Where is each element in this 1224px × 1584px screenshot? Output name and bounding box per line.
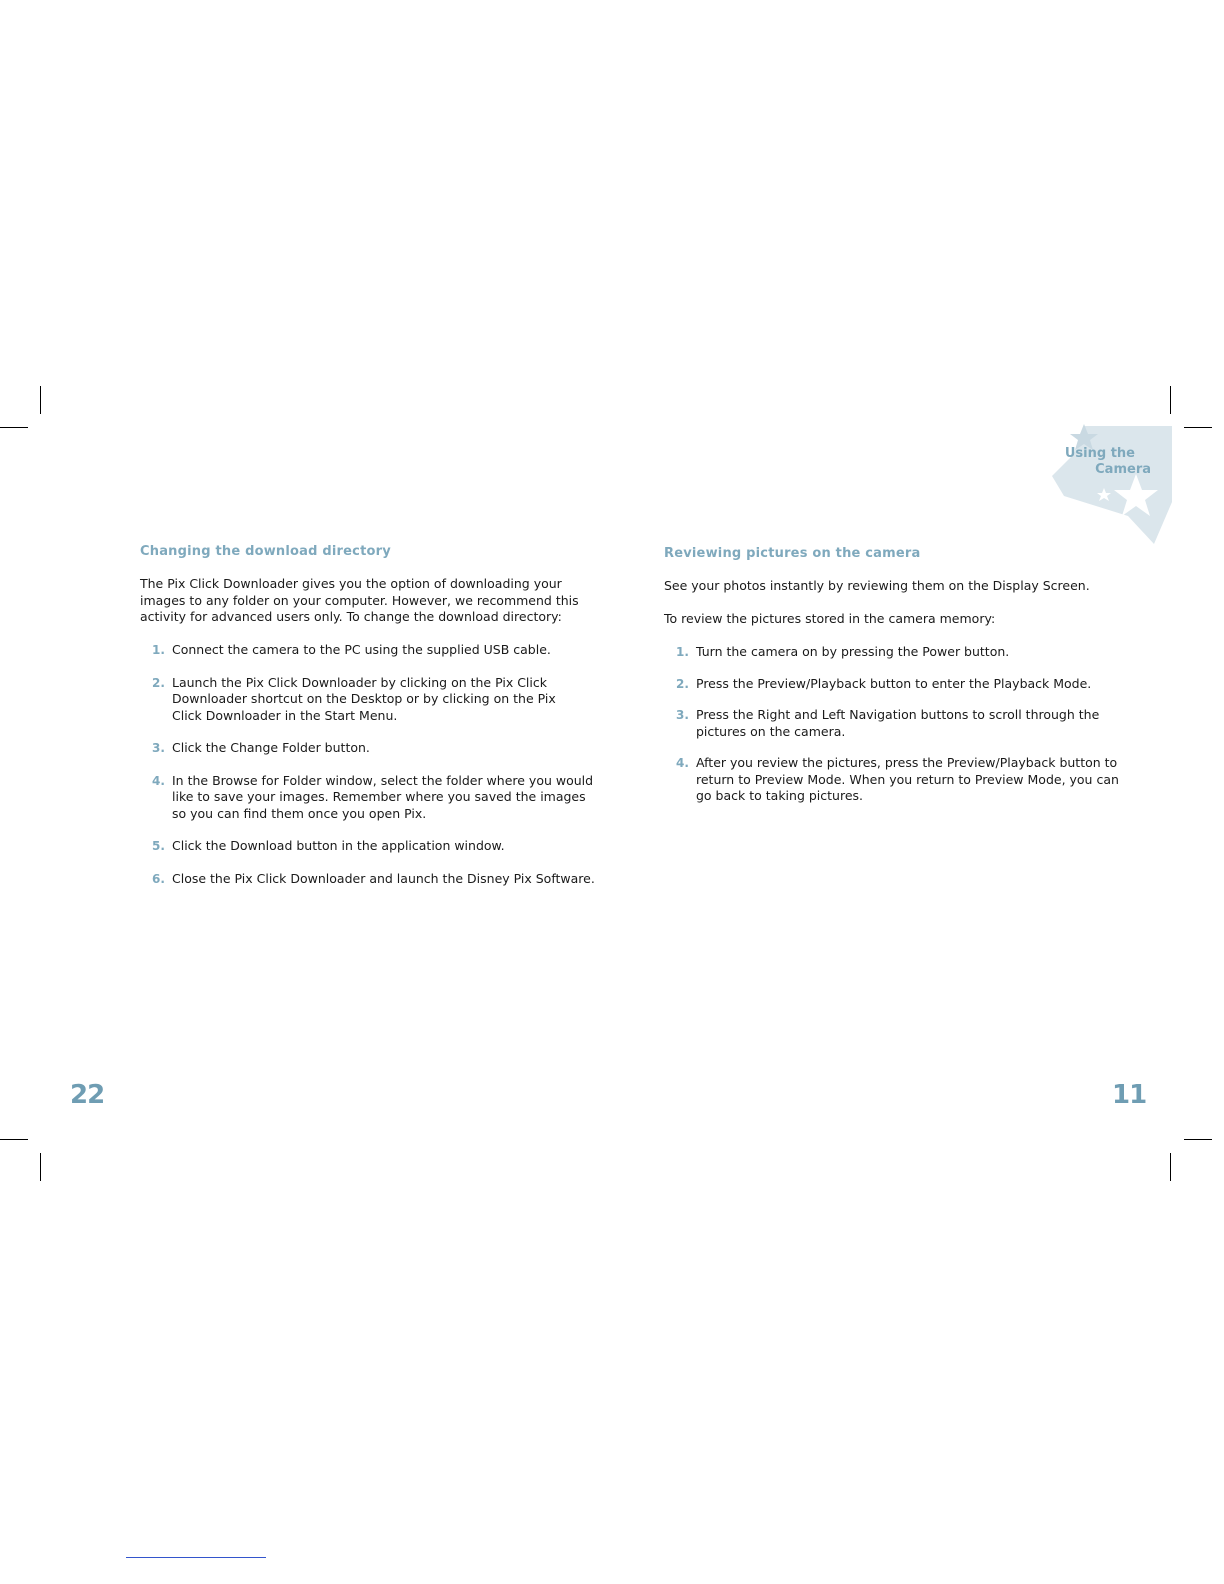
steps-list <box>676 644 1119 805</box>
step-text: so you can find them once you open Pix. <box>172 805 427 821</box>
intro-paragraph: To review the pictures stored in the camera memory: <box>664 611 996 626</box>
step-text: Click Downloader in the Start Menu. <box>172 707 398 723</box>
intro-paragraph <box>140 576 579 626</box>
link-underline <box>126 1557 266 1558</box>
crop-mark <box>1184 1139 1212 1140</box>
star-icon <box>1064 502 1092 528</box>
step-text: In the Browse for Folder window, select the folder where you would <box>172 772 594 788</box>
step-text: Downloader shortcut on the Desktop or by clicking on the Pix <box>172 691 556 706</box>
list-item <box>676 644 1119 661</box>
intro-line: The Pix Click Downloader gives you the option of downloading your <box>140 576 562 591</box>
intro-line: activity for advanced users only. To change the download directory: <box>140 609 562 624</box>
step-number: 3. <box>676 708 689 722</box>
step-text: Click the Change Folder button. <box>172 740 370 755</box>
step-text: Connect the camera to the PC using the supplied USB cable. <box>172 642 551 657</box>
list-item <box>676 707 1119 740</box>
list-item <box>152 773 595 823</box>
step-number: 2. <box>152 675 165 690</box>
list-item <box>676 676 1119 693</box>
section-title: Reviewing pictures on the camera <box>664 546 921 561</box>
chapter-tab-decoration <box>1044 424 1184 544</box>
step-text: Press the Preview/Playback button to enter the Playback Mode. <box>696 675 1092 691</box>
step-text: like to save your images. Remember where you saved the images <box>172 789 586 804</box>
step-text: go back to taking pictures. <box>696 788 864 803</box>
list-item <box>152 740 595 757</box>
step-text: Close the Pix Click Downloader and launch the Disney Pix Software. <box>172 870 595 886</box>
list-item <box>152 675 595 725</box>
step-number: 3. <box>152 741 165 755</box>
crop-mark <box>40 1153 41 1181</box>
crop-mark <box>40 386 41 414</box>
crop-mark <box>1170 386 1171 414</box>
step-text: return to Preview Mode. When you return to Preview Mode, you can <box>696 771 1119 787</box>
crop-mark <box>0 427 28 428</box>
intro-paragraph: See your photos instantly by reviewing them on the Display Screen. <box>664 578 1090 593</box>
step-number: 4. <box>676 756 689 770</box>
step-number: 1. <box>152 643 165 657</box>
steps-list <box>152 642 595 887</box>
crop-mark <box>0 1139 28 1140</box>
chapter-tab-title-line1: Using the <box>1064 446 1135 461</box>
step-number: 5. <box>152 839 165 853</box>
list-item <box>152 838 595 855</box>
page-number-left: 22 <box>70 1080 105 1110</box>
step-text: pictures on the camera. <box>696 723 846 739</box>
list-item <box>152 642 595 659</box>
step-text: Press the Right and Left Navigation buttons to scroll through the <box>696 707 1100 722</box>
step-number: 1. <box>676 645 689 659</box>
star-icon <box>1048 448 1064 464</box>
section-title: Changing the download directory <box>140 544 391 559</box>
step-text: Launch the Pix Click Downloader by clicking on the Pix Click <box>172 674 547 690</box>
chapter-tab-title-line2: Camera <box>1095 462 1151 477</box>
step-text: Click the Download button in the application window. <box>172 838 505 853</box>
intro-line: images to any folder on your computer. However, we recommend this <box>140 592 579 608</box>
step-number: 6. <box>152 871 165 886</box>
list-item <box>676 755 1119 805</box>
step-number: 4. <box>152 773 165 788</box>
step-text: After you review the pictures, press the Preview/Playback button to <box>696 755 1118 770</box>
page-number-right: 11 <box>1112 1080 1147 1110</box>
crop-mark <box>1184 427 1212 428</box>
list-item <box>152 871 595 888</box>
step-number: 2. <box>676 676 689 691</box>
step-text: Turn the camera on by pressing the Power button. <box>696 644 1010 659</box>
crop-mark <box>1170 1153 1171 1181</box>
